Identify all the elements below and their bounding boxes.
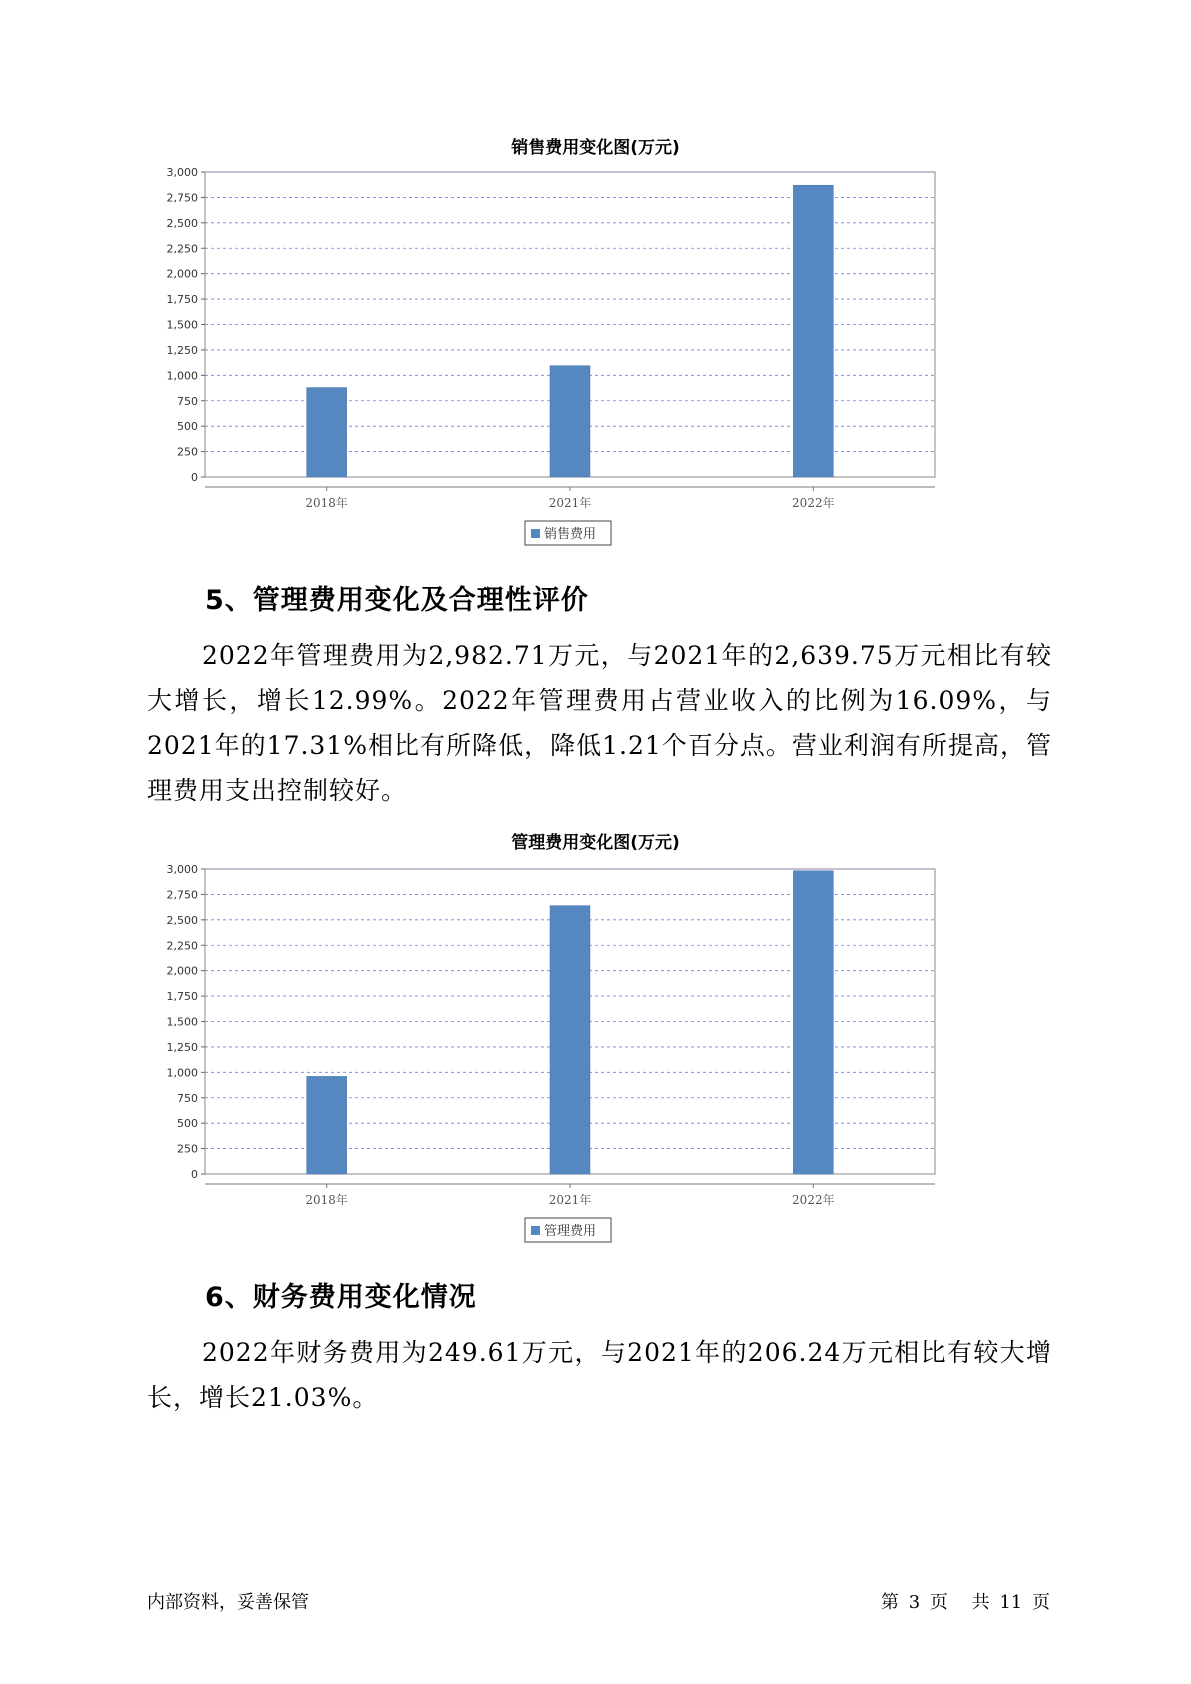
y-tick-label: 1,500: [166, 1015, 198, 1029]
legend-swatch: [531, 1226, 540, 1235]
chart-title-sales: 销售费用变化图(万元): [511, 138, 680, 158]
footer-confidential-note: 内部资料，妥善保管: [147, 1592, 309, 1613]
section-6-heading: 6、财务费用变化情况: [205, 1282, 477, 1313]
bar: [550, 366, 590, 477]
y-tick-label: 0: [191, 471, 198, 484]
y-tick-label: 250: [177, 1142, 198, 1156]
y-tick-label: 0: [191, 1168, 198, 1181]
section-5-paragraph: 2022年管理费用为2,982.71万元，与2021年的2,639.75万元相比有较大增长，增长12.99%。2022年管理费用占营业收入的比例为16.09%，与2021年的17.31%相比有所降低，降低1.21个百分点。营业利润有所提高，管理费用支出控制较好。: [147, 641, 1052, 805]
y-tick-label: 2,500: [166, 913, 198, 927]
total-pages: 11: [999, 1592, 1023, 1613]
y-tick-label: 2,000: [166, 964, 198, 978]
sales-expense-chart: [150, 165, 1020, 565]
page-suffix: 页: [929, 1592, 948, 1613]
y-tick-label: 3,000: [166, 166, 198, 179]
y-tick-label: 2,750: [166, 191, 198, 205]
legend-label: 管理费用: [544, 1224, 597, 1239]
y-tick-label: 2,250: [166, 242, 198, 256]
y-tick-label: 2,750: [166, 888, 198, 902]
y-tick-label: 750: [177, 394, 198, 408]
y-tick-label: 2,500: [166, 216, 198, 230]
total-suffix: 页: [1032, 1592, 1050, 1613]
legend-swatch: [531, 529, 540, 538]
y-tick-label: 1,500: [166, 318, 198, 332]
y-tick-label: 750: [177, 1091, 198, 1105]
page-prefix: 第: [880, 1592, 899, 1613]
y-tick-label: 500: [177, 420, 198, 434]
x-tick-label: 2018年: [305, 1193, 348, 1207]
x-tick-label: 2018年: [305, 496, 348, 510]
page-number: 3: [908, 1592, 921, 1613]
admin-expense-chart: [150, 862, 1020, 1262]
bar: [793, 871, 833, 1174]
x-tick-label: 2021年: [548, 496, 592, 510]
y-tick-label: 1,250: [166, 1040, 198, 1054]
y-tick-label: 3,000: [166, 863, 198, 876]
section-5-heading: 5、管理费用变化及合理性评价: [205, 585, 589, 616]
x-tick-label: 2022年: [792, 496, 835, 510]
bar: [307, 1076, 347, 1174]
y-tick-label: 1,750: [166, 293, 198, 307]
y-tick-label: 1,750: [166, 990, 198, 1004]
section-6-paragraph: 2022年财务费用为249.61万元，与2021年的206.24万元相比有较大增长，增长21.03%。: [147, 1338, 1052, 1412]
y-tick-label: 1,250: [166, 343, 198, 357]
x-tick-label: 2021年: [548, 1193, 592, 1207]
y-tick-label: 500: [177, 1117, 198, 1131]
y-tick-label: 250: [177, 445, 198, 459]
admin-expense-chart-svg: [150, 862, 1020, 1262]
footer-page-info: [877, 1588, 1050, 1614]
legend-label: 销售费用: [544, 527, 597, 542]
y-tick-label: 1,000: [166, 369, 198, 383]
y-tick-label: 2,000: [166, 267, 198, 281]
bar: [793, 185, 833, 477]
bar: [307, 388, 347, 477]
y-tick-label: 1,000: [166, 1066, 198, 1080]
bar: [550, 906, 590, 1174]
y-tick-label: 2,250: [166, 939, 198, 953]
x-tick-label: 2022年: [792, 1193, 835, 1207]
sales-expense-chart-svg: [150, 165, 1020, 565]
total-prefix: 共: [971, 1592, 990, 1613]
chart-title-admin: 管理费用变化图(万元): [511, 833, 680, 853]
